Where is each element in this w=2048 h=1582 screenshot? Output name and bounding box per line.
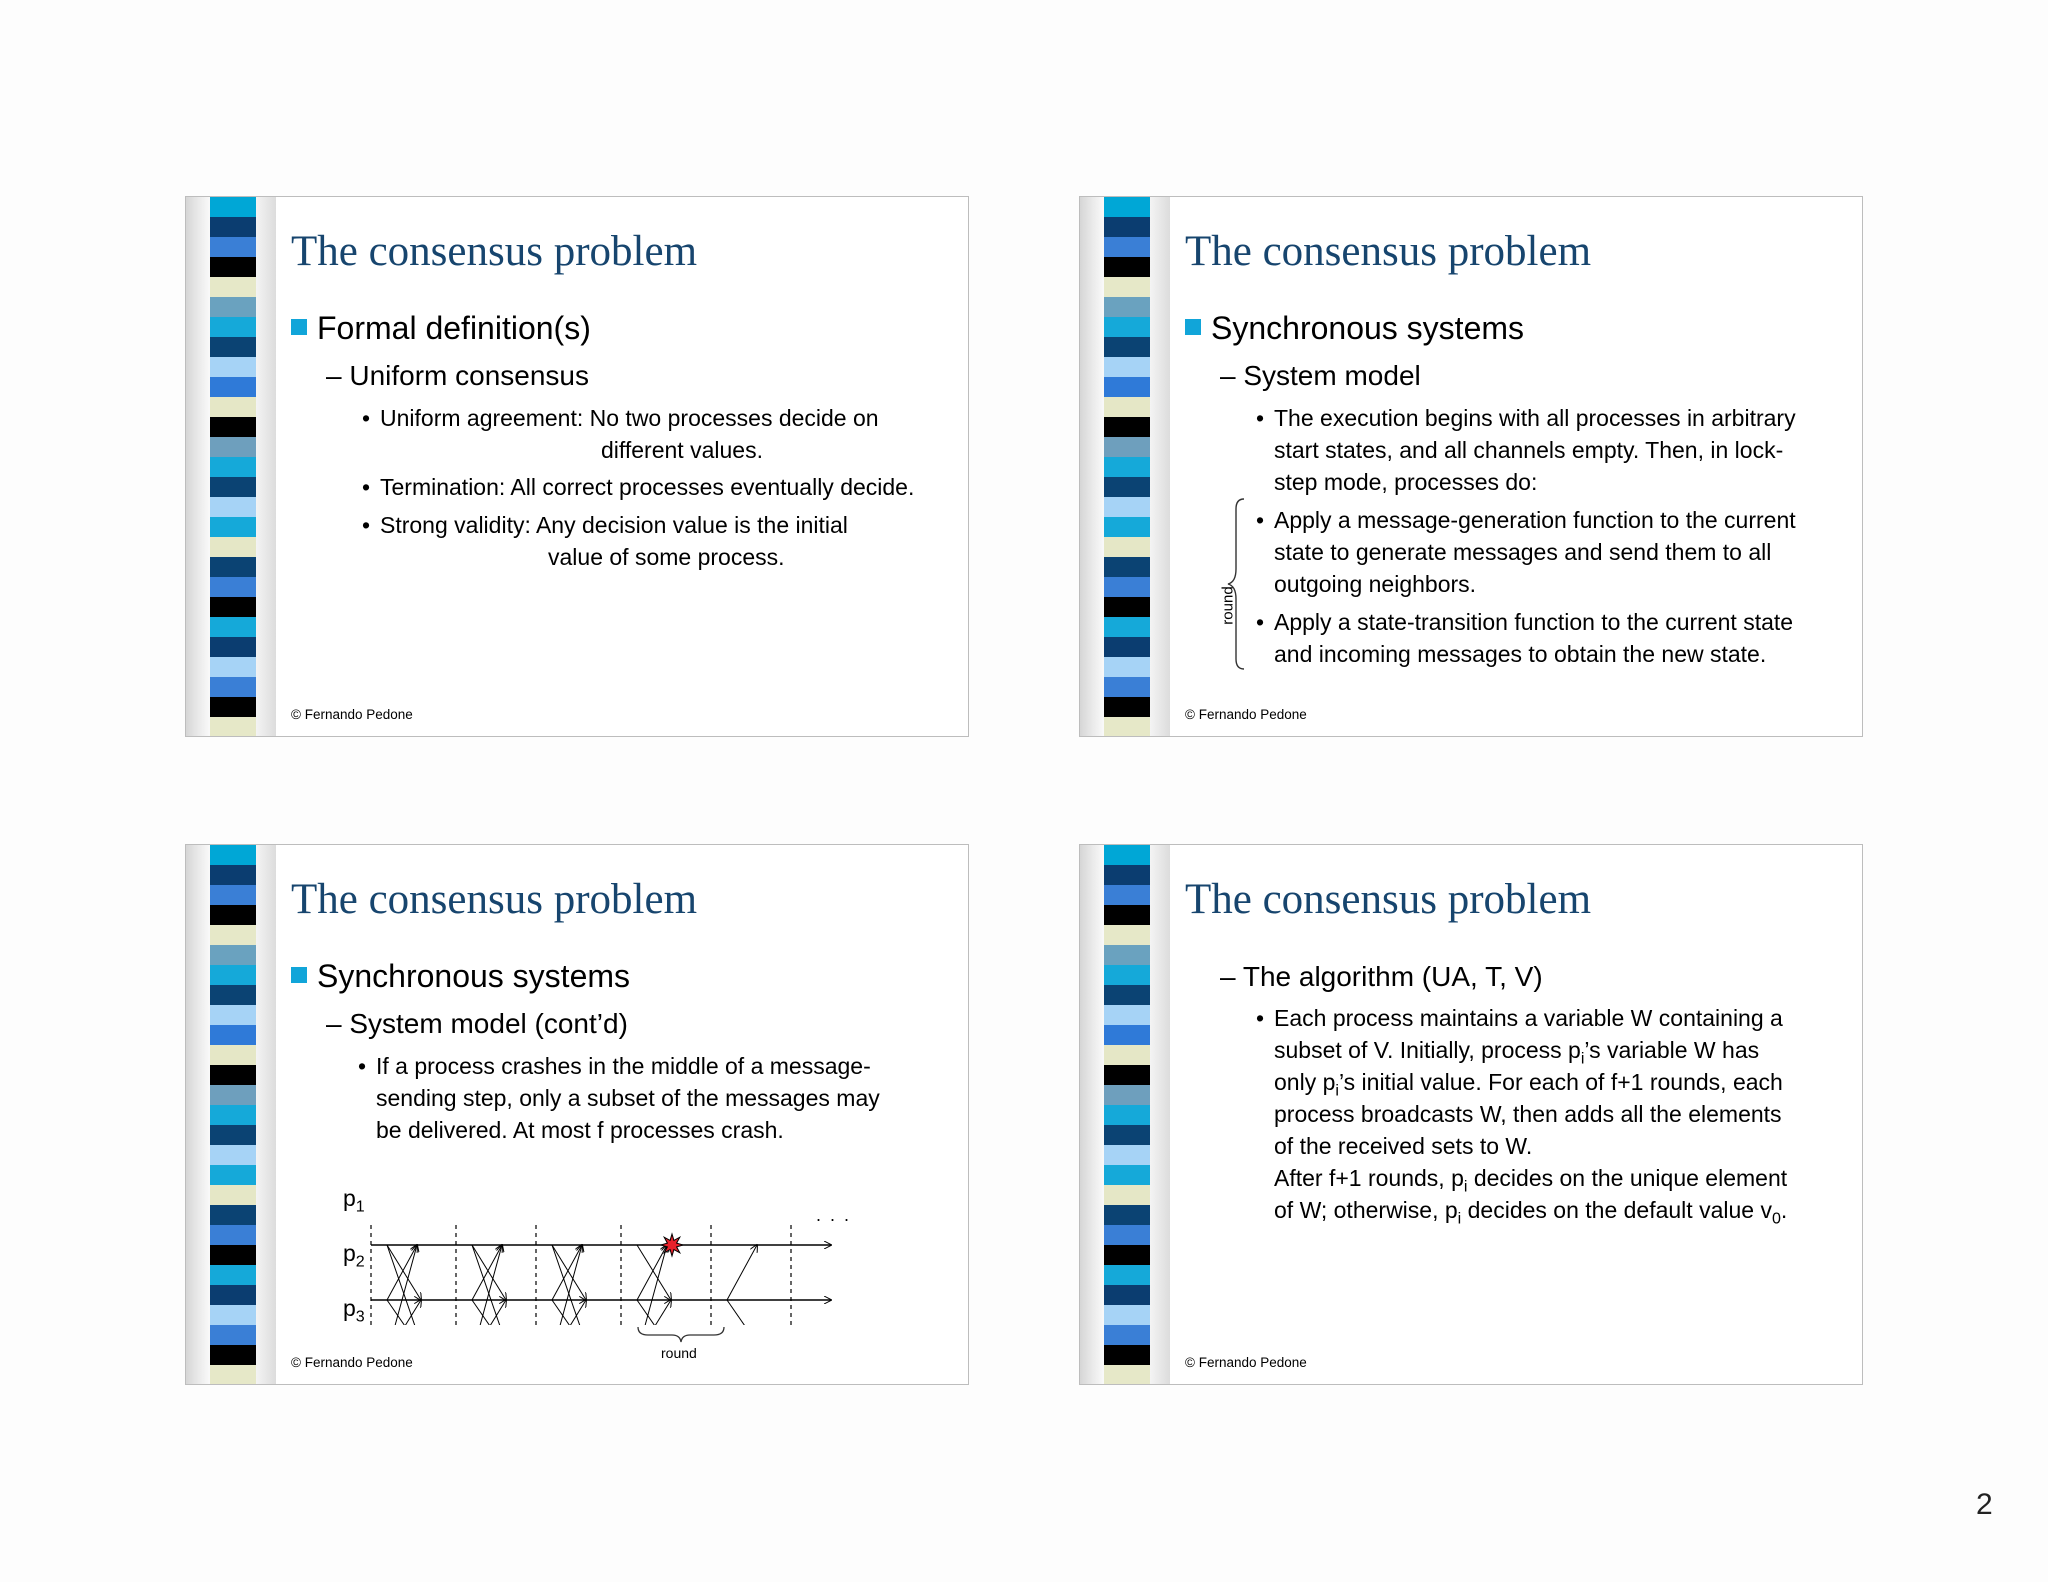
stripe-segment [1104,1125,1150,1145]
stripe-segment [1104,1245,1150,1265]
stripe-segment [210,657,256,677]
bullet-dot-icon: • [1256,1005,1265,1031]
stripe-segment [1104,985,1150,1005]
stripe-segment [1104,1325,1150,1345]
stripe-segment [1104,905,1150,925]
level3-text: outgoing neighbors. [1274,571,1477,597]
level3-text: of W; otherwise, $p_i$ decides on the default value $v_0$. [1274,1197,1788,1228]
stripe-segment [1104,517,1150,537]
stripe-segment [1104,617,1150,637]
message-arrow [637,1300,675,1325]
bullet-dot-icon: • [362,405,371,431]
stripe-segment [210,1205,256,1225]
stripe-segment [210,237,256,257]
stripe-segment [210,1105,256,1125]
slide-footer: © Fernando Pedone [1185,707,1307,722]
stripe-segment [210,637,256,657]
stripe-segment [1104,457,1150,477]
decorative-stripe-bar [210,845,256,1384]
stripe-segment [1104,577,1150,597]
stripe-segment [210,1305,256,1325]
stripe-segment [210,845,256,865]
decorative-stripe-bar [1104,845,1150,1384]
level3-text: of the received sets to W. [1274,1133,1533,1159]
stripe-segment [210,577,256,597]
stripe-segment [210,477,256,497]
level2-item: – System model (cont’d) [326,1008,628,1039]
stripe-segment [1104,845,1150,865]
level1-bullet: Synchronous systems [291,957,630,995]
level3-text: Apply a message-generation function to the current [1274,507,1796,533]
level3-text: After f+1 rounds, $p_i$ decides on the unique element [1274,1165,1788,1196]
stripe-segment [1104,885,1150,905]
stripe-segment [1104,1265,1150,1285]
stripe-segment [210,617,256,637]
stripe-segment [210,557,256,577]
level3-text: Each process maintains a variable W containing a [1274,1005,1783,1031]
level3-text: Strong validity: Any decision value is the initial [380,512,848,538]
stripe-segment [1104,377,1150,397]
stripe-segment [1104,257,1150,277]
level3-text: Termination: All correct processes eventually decide. [380,474,915,500]
stripe-segment [210,1345,256,1365]
stripe-segment [1104,1365,1150,1385]
stripe-segment [1104,497,1150,517]
square-bullet-icon [291,967,307,983]
stripe-segment [210,1125,256,1145]
bullet-dot-icon: • [1256,609,1265,635]
stripe-segment [1104,337,1150,357]
level2-item: – Uniform consensus [326,360,590,391]
slide-1 [185,196,969,737]
bullet-dot-icon: • [1256,507,1265,533]
message-arrow [552,1300,590,1325]
message-arrow [472,1245,502,1300]
level3-text: state to generate messages and send them to all [1274,539,1772,565]
decorative-stripe-bar [210,197,256,736]
level2-item: – System model [1220,360,1421,391]
stripe-segment [1104,417,1150,437]
message-arrow [472,1300,510,1325]
stripe-segment [210,965,256,985]
level3-text: Uniform agreement: No two processes decide on [380,405,879,431]
slide-4 [1079,844,1863,1385]
stripe-segment [210,1165,256,1185]
stripe-segment [1104,1165,1150,1185]
level3-text: process broadcasts W, then adds all the elements [1274,1101,1782,1127]
stripe-segment [210,377,256,397]
stripe-segment [1104,437,1150,457]
message-arrow [727,1245,757,1300]
stripe-segment [1104,925,1150,945]
page-number: 2 [1976,1488,1993,1521]
level3-text: different values. [601,437,763,463]
stripe-segment [210,497,256,517]
level3-text: Apply a state-transition function to the current state [1274,609,1794,635]
stripe-segment [1104,477,1150,497]
square-bullet-icon [1185,319,1201,335]
stripe-segment [1104,1205,1150,1225]
stripe-segment [210,1185,256,1205]
stripe-segment [210,417,256,437]
stripe-segment [1104,1305,1150,1325]
stripe-segment [210,1245,256,1265]
stripe-segment [1104,1145,1150,1165]
stripe-segment [1104,237,1150,257]
stripe-segment [210,905,256,925]
stripe-segment [1104,397,1150,417]
message-arrow [387,1300,425,1325]
slide-title: The consensus problem [291,228,698,275]
message-arrow [552,1300,586,1325]
message-arrow [552,1245,582,1300]
stripe-segment [210,1025,256,1045]
stripe-segment [1104,945,1150,965]
decorative-stripe-bar [1104,197,1150,736]
stripe-segment [1104,1285,1150,1305]
message-arrow [387,1245,417,1300]
stripe-segment [1104,677,1150,697]
stripe-segment [210,985,256,1005]
level1-bullet: Formal definition(s) [291,309,591,347]
stripe-segment [1104,717,1150,737]
stripe-segment [1104,1025,1150,1045]
stripe-segment [1104,965,1150,985]
message-arrow [472,1300,506,1325]
stripe-segment [1104,537,1150,557]
stripe-segment [210,1325,256,1345]
slide-footer: © Fernando Pedone [291,1355,413,1370]
stripe-segment [1104,197,1150,217]
round-timeline-diagram [366,1165,846,1325]
stripe-segment [210,717,256,737]
round-label: round [661,1345,697,1361]
message-arrow [727,1300,765,1325]
slide-title: The consensus problem [1185,228,1592,275]
stripe-segment [1104,697,1150,717]
message-arrow [637,1300,671,1325]
stripe-segment [210,1265,256,1285]
level3-text: start states, and all channels empty. Then, in lock- [1274,437,1784,463]
level3-text: be delivered. At most f processes crash. [376,1117,784,1143]
level3-text: only $p_i’s$ initial value. For each of f+1 rounds, each [1274,1069,1783,1100]
stripe-segment [210,1365,256,1385]
stripe-segment [210,597,256,617]
process-label-p1: $p_1$ [343,1185,365,1216]
stripe-segment [1104,217,1150,237]
level3-text: If a process crashes in the middle of a message- [376,1053,871,1079]
round-label-wrap [1218,575,1238,635]
stripe-segment [210,865,256,885]
process-label-p2: $p_2$ [343,1240,365,1271]
stripe-segment [210,1145,256,1165]
level3-text: subset of V. Initially, process $p_i’s$ variable W has [1274,1037,1760,1068]
stripe-segment [210,397,256,417]
level3-text: step mode, processes do: [1274,469,1538,495]
stripe-segment [1104,1185,1150,1205]
stripe-segment [210,1225,256,1245]
stripe-segment [210,257,256,277]
stripe-segment [1104,557,1150,577]
stripe-segment [1104,1345,1150,1365]
stripe-segment [1104,357,1150,377]
message-arrow [637,1245,667,1300]
slide-3 [185,844,969,1385]
stripe-segment [210,317,256,337]
stripe-segment [210,1065,256,1085]
round-brace-icon [636,1325,726,1345]
stripe-segment [1104,1105,1150,1125]
stripe-segment [210,517,256,537]
stripe-segment [210,537,256,557]
stripe-segment [210,1085,256,1105]
process-label-p3: $p_3$ [343,1295,365,1326]
stripe-segment [210,697,256,717]
stripe-segment [1104,865,1150,885]
stripe-segment [210,217,256,237]
round-label: round [1219,586,1237,625]
stripe-segment [210,1045,256,1065]
level3-text: sending step, only a subset of the messages may [376,1085,880,1111]
stripe-segment [210,197,256,217]
stripe-segment [1104,1225,1150,1245]
square-bullet-icon [291,319,307,335]
stripe-segment [210,945,256,965]
slide-title: The consensus problem [291,876,698,923]
level3-text: The execution begins with all processes in arbitrary [1274,405,1796,431]
stripe-segment [1104,1085,1150,1105]
level2-item: – The algorithm (UA, T, V) [1220,961,1543,992]
level1-bullet: Synchronous systems [1185,309,1524,347]
slide-footer: © Fernando Pedone [291,707,413,722]
stripe-segment [210,1005,256,1025]
stripe-segment [1104,1045,1150,1065]
stripe-segment [210,357,256,377]
stripe-segment [1104,637,1150,657]
stripe-segment [210,337,256,357]
message-arrow [387,1300,421,1325]
stripe-segment [210,277,256,297]
ellipsis: . . . [816,1205,852,1225]
slide-title: The consensus problem [1185,876,1592,923]
stripe-segment [1104,297,1150,317]
stripe-segment [1104,1065,1150,1085]
crash-burst-icon [661,1234,683,1256]
level3-text: value of some process. [548,544,785,570]
stripe-segment [1104,657,1150,677]
stripe-segment [210,457,256,477]
slide-2 [1079,196,1863,737]
stripe-segment [210,1285,256,1305]
stripe-segment [210,677,256,697]
level3-text: and incoming messages to obtain the new state. [1274,641,1767,667]
stripe-segment [1104,1005,1150,1025]
slide-footer: © Fernando Pedone [1185,1355,1307,1370]
stripe-segment [210,437,256,457]
bullet-dot-icon: • [362,512,371,538]
bullet-dot-icon: • [362,474,371,500]
stripe-segment [210,885,256,905]
stripe-segment [1104,597,1150,617]
stripe-segment [210,925,256,945]
bullet-dot-icon: • [1256,405,1265,431]
stripe-segment [1104,317,1150,337]
stripe-segment [210,297,256,317]
bullet-dot-icon: • [358,1053,367,1079]
stripe-segment [1104,277,1150,297]
